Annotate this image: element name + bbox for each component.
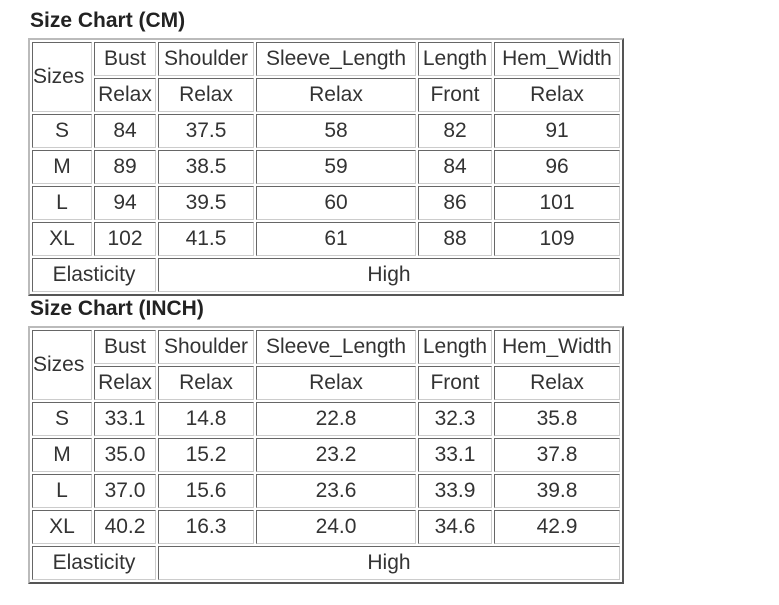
value-cell: 37.8 (494, 438, 620, 472)
size-chart-cm-title: Size Chart (CM) (30, 9, 186, 32)
table-row (32, 402, 620, 436)
value-cell: 34.6 (418, 510, 492, 544)
header-length: Length (418, 42, 492, 76)
value-cell: 33.1 (94, 402, 156, 436)
header-hem-width: Hem_Width (494, 330, 620, 364)
value-cell: 91 (494, 114, 620, 148)
header-bust: Bust (94, 330, 156, 364)
subheader-cell: Front (418, 78, 492, 112)
table-row (32, 510, 620, 544)
table-row (32, 222, 620, 256)
header-length: Length (418, 330, 492, 364)
value-cell: 82 (418, 114, 492, 148)
size-cell: M (32, 150, 92, 184)
value-cell: 39.8 (494, 474, 620, 508)
subheader-cell: Relax (494, 366, 620, 400)
size-chart-inch-table (28, 326, 624, 584)
value-cell: 32.3 (418, 402, 492, 436)
value-cell: 101 (494, 186, 620, 220)
value-cell: 40.2 (94, 510, 156, 544)
subheader-cell: Front (418, 366, 492, 400)
value-cell: 41.5 (158, 222, 254, 256)
value-cell: 84 (94, 114, 156, 148)
value-cell: 14.8 (158, 402, 254, 436)
value-cell: 60 (256, 186, 416, 220)
elasticity-row (32, 546, 620, 580)
value-cell: 24.0 (256, 510, 416, 544)
value-cell: 39.5 (158, 186, 254, 220)
value-cell: 96 (494, 150, 620, 184)
value-cell: 15.6 (158, 474, 254, 508)
value-cell: 38.5 (158, 150, 254, 184)
value-cell: 33.1 (418, 438, 492, 472)
elasticity-value: High (158, 258, 620, 292)
header-sleeve-length: Sleeve_Length (256, 42, 416, 76)
size-chart-cm-section (30, 8, 624, 296)
value-cell: 22.8 (256, 402, 416, 436)
value-cell: 58 (256, 114, 416, 148)
value-cell: 89 (94, 150, 156, 184)
table-row (32, 186, 620, 220)
size-cell: S (32, 114, 92, 148)
elasticity-row (32, 258, 620, 292)
value-cell: 35.8 (494, 402, 620, 436)
sizes-header: Sizes (32, 330, 92, 400)
subheader-cell: Relax (94, 366, 156, 400)
header-hem-width: Hem_Width (494, 42, 620, 76)
size-chart-inch-title: Size Chart (INCH) (30, 297, 204, 320)
subheader-cell: Relax (158, 366, 254, 400)
value-cell: 88 (418, 222, 492, 256)
header-row (32, 330, 620, 364)
subheader-cell: Relax (256, 78, 416, 112)
size-cell: XL (32, 510, 92, 544)
size-cell: L (32, 186, 92, 220)
table-row (32, 114, 620, 148)
value-cell: 84 (418, 150, 492, 184)
value-cell: 109 (494, 222, 620, 256)
elasticity-value: High (158, 546, 620, 580)
value-cell: 102 (94, 222, 156, 256)
subheader-row (32, 366, 620, 400)
value-cell: 35.0 (94, 438, 156, 472)
subheader-cell: Relax (94, 78, 156, 112)
header-shoulder: Shoulder (158, 330, 254, 364)
table-row (32, 474, 620, 508)
size-chart-cm-table (28, 38, 624, 296)
subheader-cell: Relax (256, 366, 416, 400)
sizes-header: Sizes (32, 42, 92, 112)
value-cell: 59 (256, 150, 416, 184)
elasticity-label: Elasticity (32, 546, 156, 580)
header-bust: Bust (94, 42, 156, 76)
table-row (32, 150, 620, 184)
value-cell: 37.0 (94, 474, 156, 508)
size-cell: XL (32, 222, 92, 256)
value-cell: 33.9 (418, 474, 492, 508)
subheader-cell: Relax (494, 78, 620, 112)
header-shoulder: Shoulder (158, 42, 254, 76)
header-row (32, 42, 620, 76)
value-cell: 23.2 (256, 438, 416, 472)
value-cell: 23.6 (256, 474, 416, 508)
subheader-cell: Relax (158, 78, 254, 112)
value-cell: 61 (256, 222, 416, 256)
value-cell: 37.5 (158, 114, 254, 148)
size-cell: L (32, 474, 92, 508)
size-chart-inch-section (30, 296, 624, 584)
value-cell: 86 (418, 186, 492, 220)
value-cell: 15.2 (158, 438, 254, 472)
header-sleeve-length: Sleeve_Length (256, 330, 416, 364)
elasticity-label: Elasticity (32, 258, 156, 292)
value-cell: 16.3 (158, 510, 254, 544)
subheader-row (32, 78, 620, 112)
size-cell: S (32, 402, 92, 436)
size-cell: M (32, 438, 92, 472)
value-cell: 42.9 (494, 510, 620, 544)
table-row (32, 438, 620, 472)
value-cell: 94 (94, 186, 156, 220)
